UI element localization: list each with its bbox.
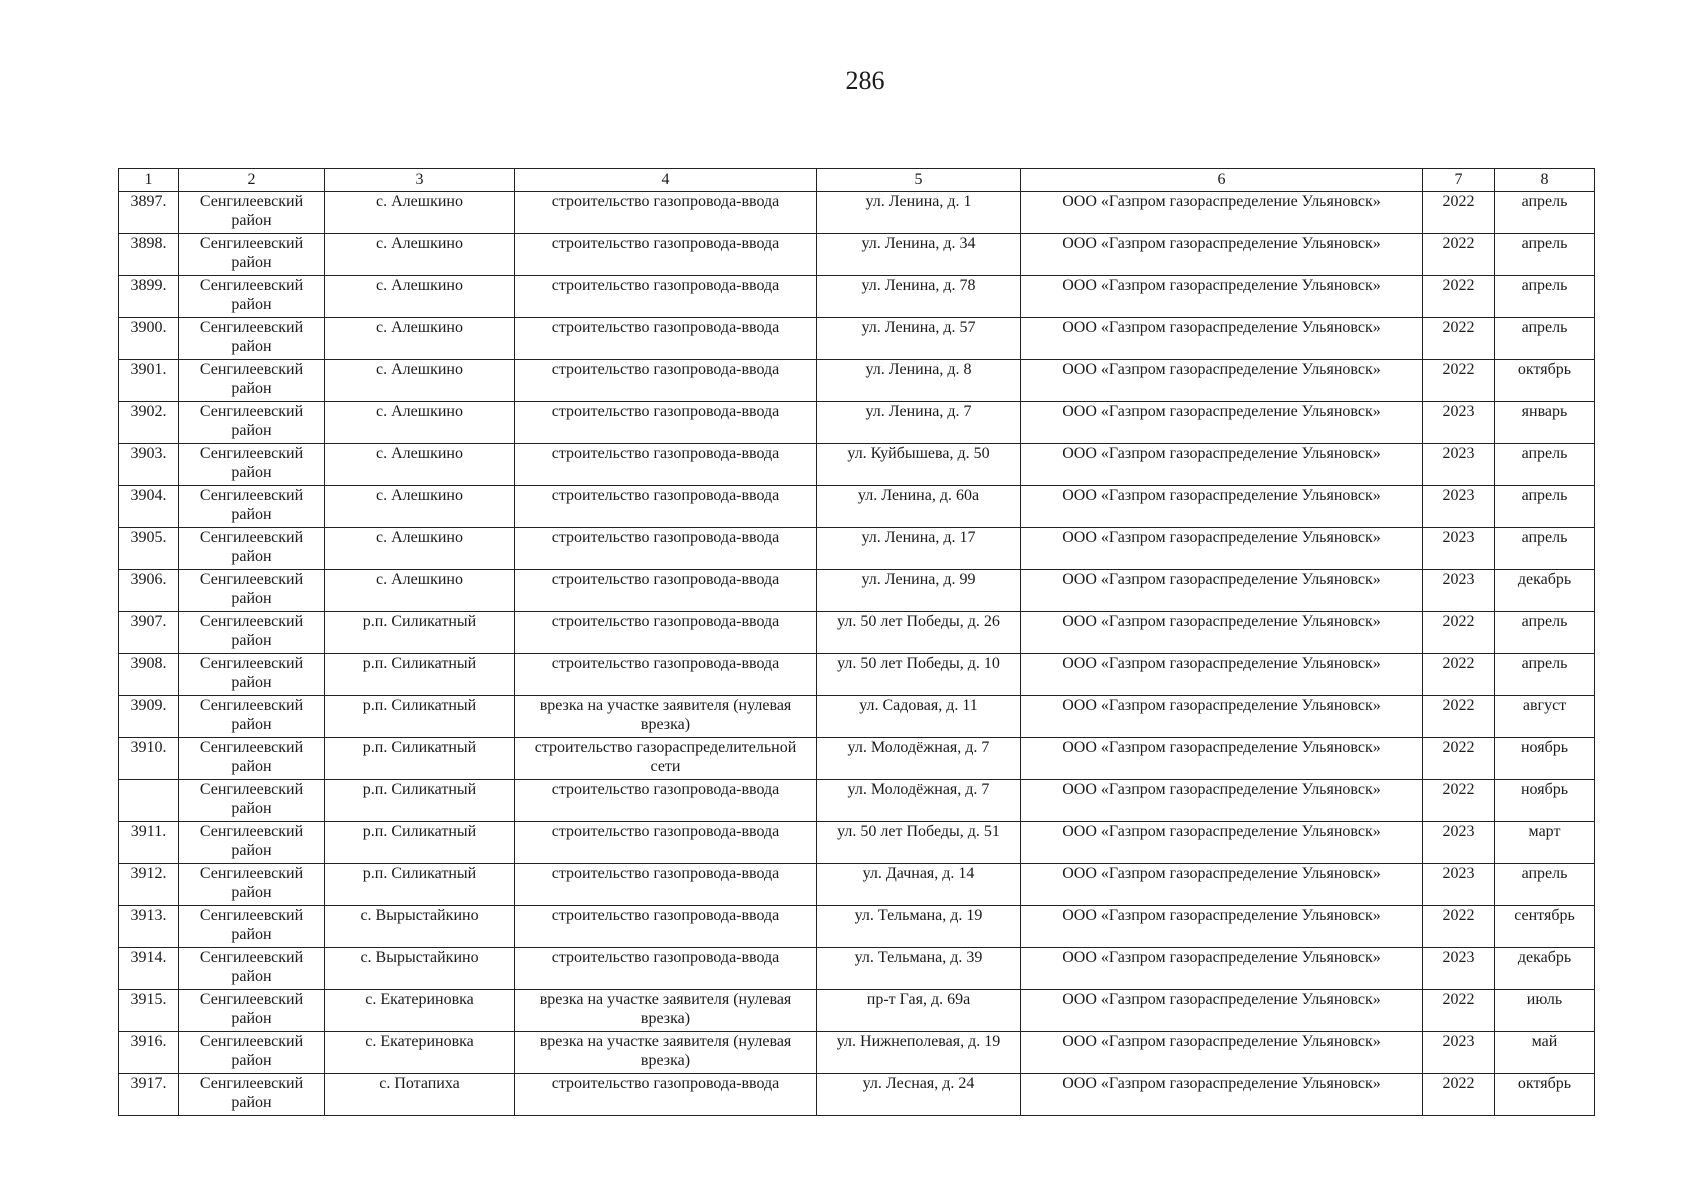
year-cell: 2022 [1423,318,1495,360]
month-cell: апрель [1495,234,1595,276]
work-type-cell: строительство газопровода-ввода [515,906,817,948]
row-number: 3913. [119,906,179,948]
work-type-cell: врезка на участке заявителя (нулевая врезка) [515,1032,817,1074]
year-cell: 2022 [1423,1074,1495,1116]
row-number: 3906. [119,570,179,612]
organization-cell: ООО «Газпром газораспределение Ульяновск» [1021,192,1423,234]
table-row [119,402,1595,444]
month-cell: ноябрь [1495,738,1595,780]
settlement-cell: р.п. Силикатный [325,654,515,696]
address-cell: ул. Ленина, д. 78 [817,276,1021,318]
table-row [119,738,1595,780]
settlement-cell: с. Алешкино [325,486,515,528]
month-cell: апрель [1495,444,1595,486]
year-cell: 2022 [1423,990,1495,1032]
district-cell: Сенгилеевский район [179,192,325,234]
settlement-cell: с. Алешкино [325,402,515,444]
work-type-cell: строительство газопровода-ввода [515,402,817,444]
page-number: 286 [845,66,885,95]
table-row [119,696,1595,738]
settlement-cell: с. Алешкино [325,276,515,318]
row-number: 3908. [119,654,179,696]
settlement-cell: р.п. Силикатный [325,780,515,822]
month-cell: октябрь [1495,1074,1595,1116]
district-cell: Сенгилеевский район [179,822,325,864]
organization-cell: ООО «Газпром газораспределение Ульяновск» [1021,276,1423,318]
district-cell: Сенгилеевский район [179,990,325,1032]
row-number: 3916. [119,1032,179,1074]
table-row [119,654,1595,696]
district-cell: Сенгилеевский район [179,276,325,318]
district-cell: Сенгилеевский район [179,780,325,822]
organization-cell: ООО «Газпром газораспределение Ульяновск» [1021,948,1423,990]
month-cell: май [1495,1032,1595,1074]
work-type-cell: врезка на участке заявителя (нулевая врезка) [515,696,817,738]
column-header-1: 1 [119,169,179,192]
organization-cell: ООО «Газпром газораспределение Ульяновск» [1021,780,1423,822]
organization-cell: ООО «Газпром газораспределение Ульяновск» [1021,360,1423,402]
organization-cell: ООО «Газпром газораспределение Ульяновск» [1021,402,1423,444]
work-type-cell: строительство газопровода-ввода [515,1074,817,1116]
column-header-5: 5 [817,169,1021,192]
address-cell: ул. 50 лет Победы, д. 26 [817,612,1021,654]
settlement-cell: с. Алешкино [325,528,515,570]
table-row [119,990,1595,1032]
organization-cell: ООО «Газпром газораспределение Ульяновск» [1021,612,1423,654]
settlement-cell: с. Алешкино [325,360,515,402]
month-cell: апрель [1495,318,1595,360]
row-number: 3901. [119,360,179,402]
year-cell: 2023 [1423,486,1495,528]
table-row [119,528,1595,570]
data-table [118,168,1595,1116]
year-cell: 2022 [1423,360,1495,402]
column-header-7: 7 [1423,169,1495,192]
work-type-cell: строительство газораспределительной сети [515,738,817,780]
table-row [119,276,1595,318]
row-number: 3900. [119,318,179,360]
year-cell: 2022 [1423,192,1495,234]
organization-cell: ООО «Газпром газораспределение Ульяновск» [1021,906,1423,948]
month-cell: октябрь [1495,360,1595,402]
work-type-cell: строительство газопровода-ввода [515,948,817,990]
address-cell: ул. Ленина, д. 1 [817,192,1021,234]
year-cell: 2022 [1423,654,1495,696]
organization-cell: ООО «Газпром газораспределение Ульяновск» [1021,528,1423,570]
table-row [119,906,1595,948]
address-cell: ул. Ленина, д. 34 [817,234,1021,276]
settlement-cell: с. Вырыстайкино [325,948,515,990]
address-cell: ул. Садовая, д. 11 [817,696,1021,738]
row-number: 3903. [119,444,179,486]
address-cell: ул. Ленина, д. 99 [817,570,1021,612]
address-cell: ул. Ленина, д. 7 [817,402,1021,444]
row-number: 3912. [119,864,179,906]
table-row [119,192,1595,234]
table-row [119,318,1595,360]
row-number: 3914. [119,948,179,990]
address-cell: ул. Ленина, д. 60а [817,486,1021,528]
row-number: 3904. [119,486,179,528]
address-cell: ул. 50 лет Победы, д. 10 [817,654,1021,696]
year-cell: 2023 [1423,864,1495,906]
row-number: 3902. [119,402,179,444]
organization-cell: ООО «Газпром газораспределение Ульяновск» [1021,864,1423,906]
table-row [119,864,1595,906]
district-cell: Сенгилеевский район [179,696,325,738]
settlement-cell: р.п. Силикатный [325,822,515,864]
month-cell: август [1495,696,1595,738]
column-header-3: 3 [325,169,515,192]
row-number: 3915. [119,990,179,1032]
address-cell: ул. Молодёжная, д. 7 [817,780,1021,822]
organization-cell: ООО «Газпром газораспределение Ульяновск» [1021,990,1423,1032]
row-number [119,780,179,822]
settlement-cell: с. Потапиха [325,1074,515,1116]
organization-cell: ООО «Газпром газораспределение Ульяновск» [1021,486,1423,528]
year-cell: 2023 [1423,528,1495,570]
settlement-cell: с. Вырыстайкино [325,906,515,948]
work-type-cell: строительство газопровода-ввода [515,318,817,360]
settlement-cell: с. Екатериновка [325,1032,515,1074]
settlement-cell: р.п. Силикатный [325,696,515,738]
table-body [119,192,1595,1116]
work-type-cell: строительство газопровода-ввода [515,612,817,654]
work-type-cell: строительство газопровода-ввода [515,234,817,276]
year-cell: 2023 [1423,444,1495,486]
address-cell: ул. Тельмана, д. 19 [817,906,1021,948]
year-cell: 2022 [1423,696,1495,738]
row-number: 3897. [119,192,179,234]
organization-cell: ООО «Газпром газораспределение Ульяновск» [1021,822,1423,864]
table-row [119,234,1595,276]
settlement-cell: р.п. Силикатный [325,738,515,780]
address-cell: ул. Нижнеполевая, д. 19 [817,1032,1021,1074]
district-cell: Сенгилеевский район [179,906,325,948]
column-header-8: 8 [1495,169,1595,192]
organization-cell: ООО «Газпром газораспределение Ульяновск» [1021,444,1423,486]
district-cell: Сенгилеевский район [179,1074,325,1116]
month-cell: ноябрь [1495,780,1595,822]
address-cell: ул. Лесная, д. 24 [817,1074,1021,1116]
month-cell: апрель [1495,276,1595,318]
column-header-4: 4 [515,169,817,192]
work-type-cell: строительство газопровода-ввода [515,780,817,822]
district-cell: Сенгилеевский район [179,234,325,276]
settlement-cell: с. Алешкино [325,234,515,276]
settlement-cell: р.п. Силикатный [325,612,515,654]
month-cell: апрель [1495,486,1595,528]
work-type-cell: строительство газопровода-ввода [515,486,817,528]
row-number: 3909. [119,696,179,738]
address-cell: ул. Ленина, д. 57 [817,318,1021,360]
organization-cell: ООО «Газпром газораспределение Ульяновск» [1021,654,1423,696]
table-row [119,1074,1595,1116]
district-cell: Сенгилеевский район [179,528,325,570]
settlement-cell: с. Алешкино [325,444,515,486]
organization-cell: ООО «Газпром газораспределение Ульяновск» [1021,738,1423,780]
month-cell: апрель [1495,528,1595,570]
column-header-2: 2 [179,169,325,192]
year-cell: 2022 [1423,612,1495,654]
row-number: 3917. [119,1074,179,1116]
work-type-cell: строительство газопровода-ввода [515,444,817,486]
month-cell: апрель [1495,654,1595,696]
address-cell: ул. Ленина, д. 17 [817,528,1021,570]
table-row [119,486,1595,528]
district-cell: Сенгилеевский район [179,654,325,696]
row-number: 3899. [119,276,179,318]
year-cell: 2023 [1423,948,1495,990]
work-type-cell: строительство газопровода-ввода [515,654,817,696]
table-row [119,1032,1595,1074]
table-row [119,444,1595,486]
district-cell: Сенгилеевский район [179,318,325,360]
table-row [119,360,1595,402]
work-type-cell: строительство газопровода-ввода [515,276,817,318]
month-cell: июль [1495,990,1595,1032]
address-cell: ул. Молодёжная, д. 7 [817,738,1021,780]
work-type-cell: строительство газопровода-ввода [515,192,817,234]
organization-cell: ООО «Газпром газораспределение Ульяновск» [1021,1074,1423,1116]
district-cell: Сенгилеевский район [179,612,325,654]
organization-cell: ООО «Газпром газораспределение Ульяновск» [1021,234,1423,276]
district-cell: Сенгилеевский район [179,948,325,990]
year-cell: 2023 [1423,402,1495,444]
settlement-cell: с. Алешкино [325,570,515,612]
work-type-cell: строительство газопровода-ввода [515,360,817,402]
work-type-cell: врезка на участке заявителя (нулевая врезка) [515,990,817,1032]
month-cell: апрель [1495,864,1595,906]
address-cell: ул. Дачная, д. 14 [817,864,1021,906]
row-number: 3911. [119,822,179,864]
column-header-6: 6 [1021,169,1423,192]
settlement-cell: с. Алешкино [325,192,515,234]
settlement-cell: с. Екатериновка [325,990,515,1032]
year-cell: 2022 [1423,234,1495,276]
month-cell: сентябрь [1495,906,1595,948]
year-cell: 2022 [1423,780,1495,822]
month-cell: декабрь [1495,948,1595,990]
month-cell: март [1495,822,1595,864]
work-type-cell: строительство газопровода-ввода [515,570,817,612]
month-cell: апрель [1495,192,1595,234]
table-row [119,948,1595,990]
district-cell: Сенгилеевский район [179,486,325,528]
organization-cell: ООО «Газпром газораспределение Ульяновск» [1021,696,1423,738]
table-row [119,780,1595,822]
district-cell: Сенгилеевский район [179,738,325,780]
year-cell: 2022 [1423,738,1495,780]
work-type-cell: строительство газопровода-ввода [515,822,817,864]
settlement-cell: с. Алешкино [325,318,515,360]
row-number: 3898. [119,234,179,276]
district-cell: Сенгилеевский район [179,1032,325,1074]
year-cell: 2023 [1423,570,1495,612]
district-cell: Сенгилеевский район [179,402,325,444]
address-cell: ул. Тельмана, д. 39 [817,948,1021,990]
year-cell: 2022 [1423,276,1495,318]
district-cell: Сенгилеевский район [179,444,325,486]
row-number: 3905. [119,528,179,570]
address-cell: ул. Куйбышева, д. 50 [817,444,1021,486]
table-row [119,822,1595,864]
year-cell: 2023 [1423,822,1495,864]
organization-cell: ООО «Газпром газораспределение Ульяновск» [1021,318,1423,360]
month-cell: апрель [1495,612,1595,654]
address-cell: ул. Ленина, д. 8 [817,360,1021,402]
district-cell: Сенгилеевский район [179,570,325,612]
header-row [119,169,1595,192]
district-cell: Сенгилеевский район [179,864,325,906]
month-cell: январь [1495,402,1595,444]
address-cell: ул. 50 лет Победы, д. 51 [817,822,1021,864]
work-type-cell: строительство газопровода-ввода [515,528,817,570]
settlement-cell: р.п. Силикатный [325,864,515,906]
address-cell: пр-т Гая, д. 69а [817,990,1021,1032]
row-number: 3910. [119,738,179,780]
district-cell: Сенгилеевский район [179,360,325,402]
row-number: 3907. [119,612,179,654]
table-row [119,612,1595,654]
month-cell: декабрь [1495,570,1595,612]
table-row [119,570,1595,612]
work-type-cell: строительство газопровода-ввода [515,864,817,906]
organization-cell: ООО «Газпром газораспределение Ульяновск» [1021,1032,1423,1074]
year-cell: 2023 [1423,1032,1495,1074]
year-cell: 2022 [1423,906,1495,948]
organization-cell: ООО «Газпром газораспределение Ульяновск» [1021,570,1423,612]
